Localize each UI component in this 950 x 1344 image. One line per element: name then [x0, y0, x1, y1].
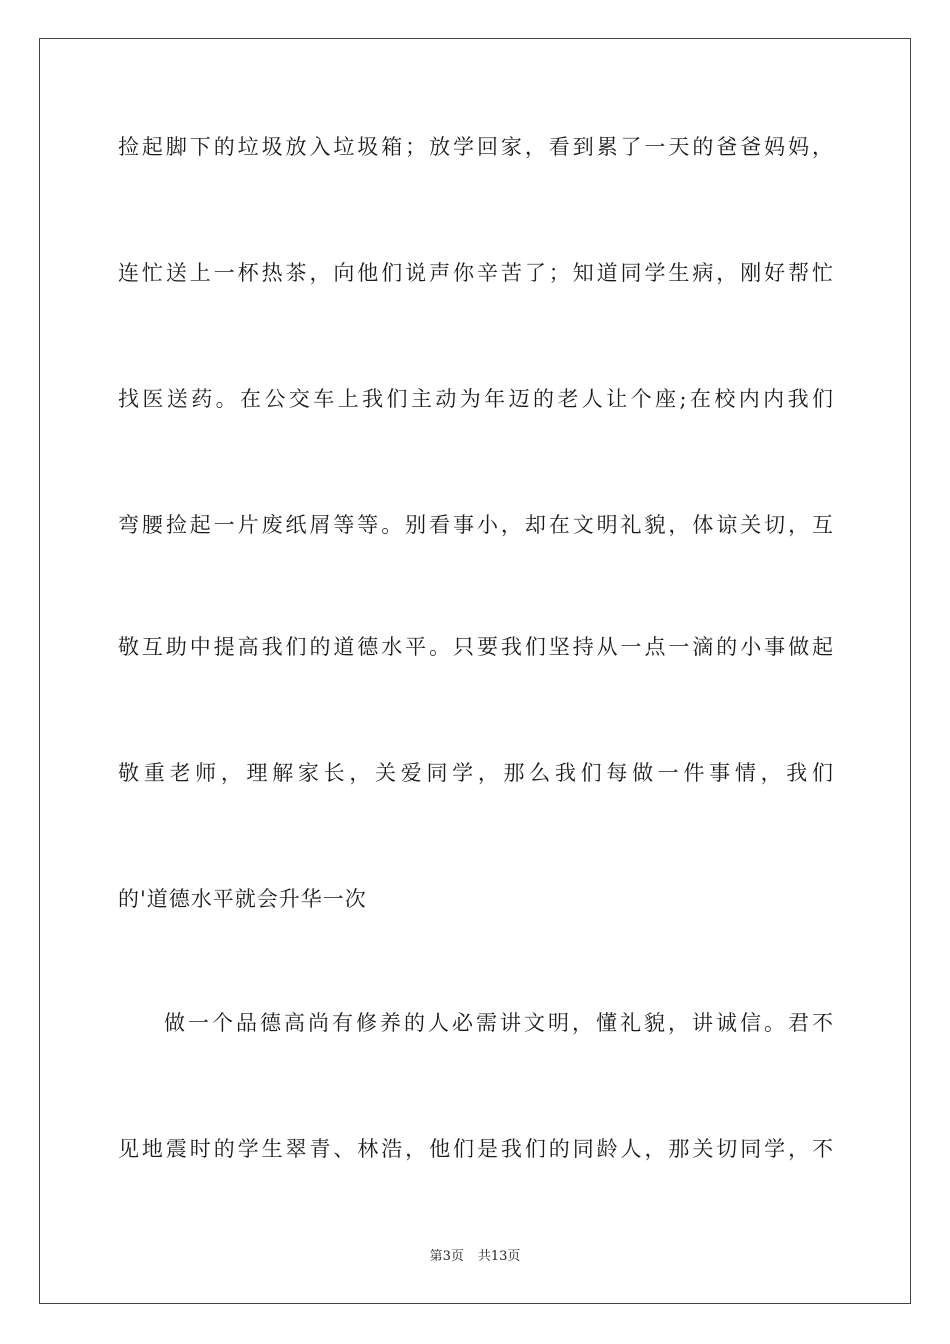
page-border — [39, 38, 911, 1304]
body-text-line-7: 的'道德水平就会升华一次 — [118, 887, 367, 911]
page-total: 共13页 — [477, 1249, 521, 1264]
body-text-line-2: 连忙送上一杯热茶，向他们说声你辛苦了；知道同学生病，刚好帮忙 — [118, 261, 834, 285]
body-text-line-5: 敬互助中提高我们的道德水平。只要我们坚持从一点一滴的小事做起 — [118, 635, 834, 659]
body-text-line-1: 捡起脚下的垃圾放入垃圾箱；放学回家，看到累了一天的爸爸妈妈， — [118, 135, 834, 159]
body-text-line-9: 见地震时的学生翠青、林浩，他们是我们的同龄人，那关切同学，不 — [118, 1137, 834, 1161]
body-text-line-3: 找医送药。在公交车上我们主动为年迈的老人让个座;在校内内我们 — [118, 387, 834, 411]
body-text-line-8: 做一个品德高尚有修养的人必需讲文明，懂礼貌，讲诚信。君不 — [164, 1011, 834, 1035]
body-text-line-4: 弯腰捡起一片废纸屑等等。别看事小，却在文明礼貌，体谅关切，互 — [118, 513, 834, 537]
body-text-line-6: 敬重老师，理解家长，关爱同学，那么我们每做一件事情，我们 — [118, 761, 834, 785]
page-number: 第3页 — [429, 1249, 464, 1264]
page-footer — [0, 1248, 950, 1266]
